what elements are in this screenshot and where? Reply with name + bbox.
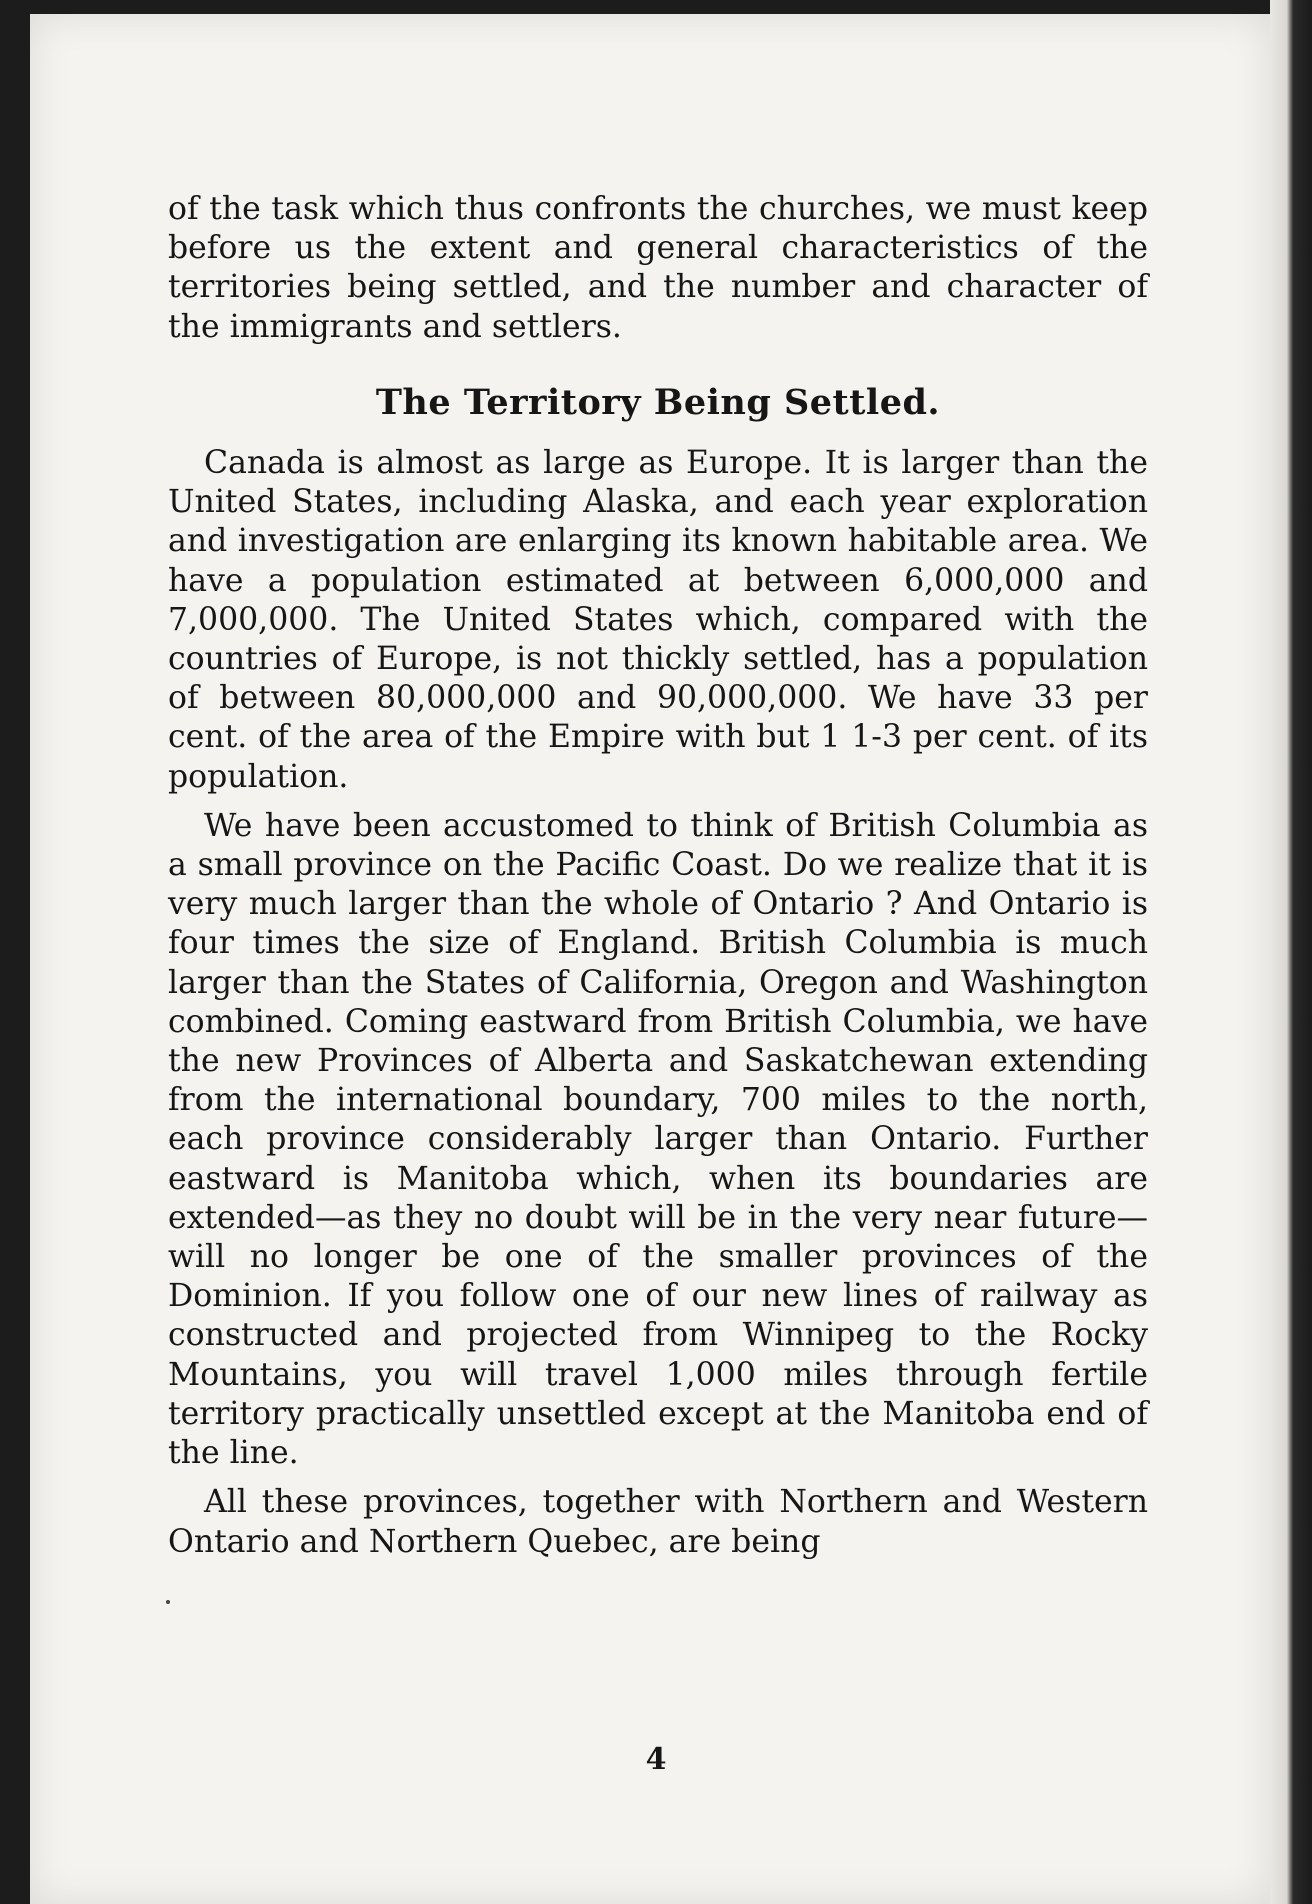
ink-speck — [166, 1600, 170, 1604]
paragraph-provinces: All these provinces, together with Northern and Western Ontario and Northern Quebec, are being — [168, 1484, 1148, 1560]
paragraph-british-columbia: We have been accustomed to think of British Columbia as a small province on the Pacific Coast. Do we realize that it is very much larger than the whole of Ontario ? And Ontario is four times the size of England. British Columbia is much larger than the States of California, Oregon and Washington combined. Coming eastward from British Columbia, we have the new Provinces of Alberta and Saskatchewan extending from the international boundary, 700 miles to the north, each province considerably larger than Ontario. Further eastward is Manitoba which, when its boundaries are extended—as they no doubt will be in the very near future—will no longer be one of the smaller provinces of the Dominion. If you follow one of our new lines of railway as constructed and projected from Winnipeg to the Rocky Mountains, you will travel 1,000 miles through fertile territory practically unsettled except at the Manitoba end of the line. — [168, 807, 1148, 1472]
paragraph-canada-size: Canada is almost as large as Europe. It is larger than the United States, including Alaska, and each year exploration and investigation are enlarging its known habitable area. We have a population estimated at between 6,000,000 and 7,000,000. The United States which, compared with the countries of Europe, is not thickly settled, has a population of between 80,000,000 and 90,000,000. We have 33 per cent. of the area of the Empire with but 1 1-3 per cent. of its population. — [168, 445, 1148, 795]
book-edge — [1270, 0, 1312, 1904]
intro-paragraph: of the task which thus confronts the churches, we must keep before us the extent and general characteristics of the territories being settled, and the number and character of the immigrants and settlers. — [168, 191, 1148, 345]
section-heading: The Territory Being Settled. — [375, 381, 941, 423]
body-text — [168, 190, 1148, 1562]
page-number: 4 — [645, 1742, 667, 1777]
